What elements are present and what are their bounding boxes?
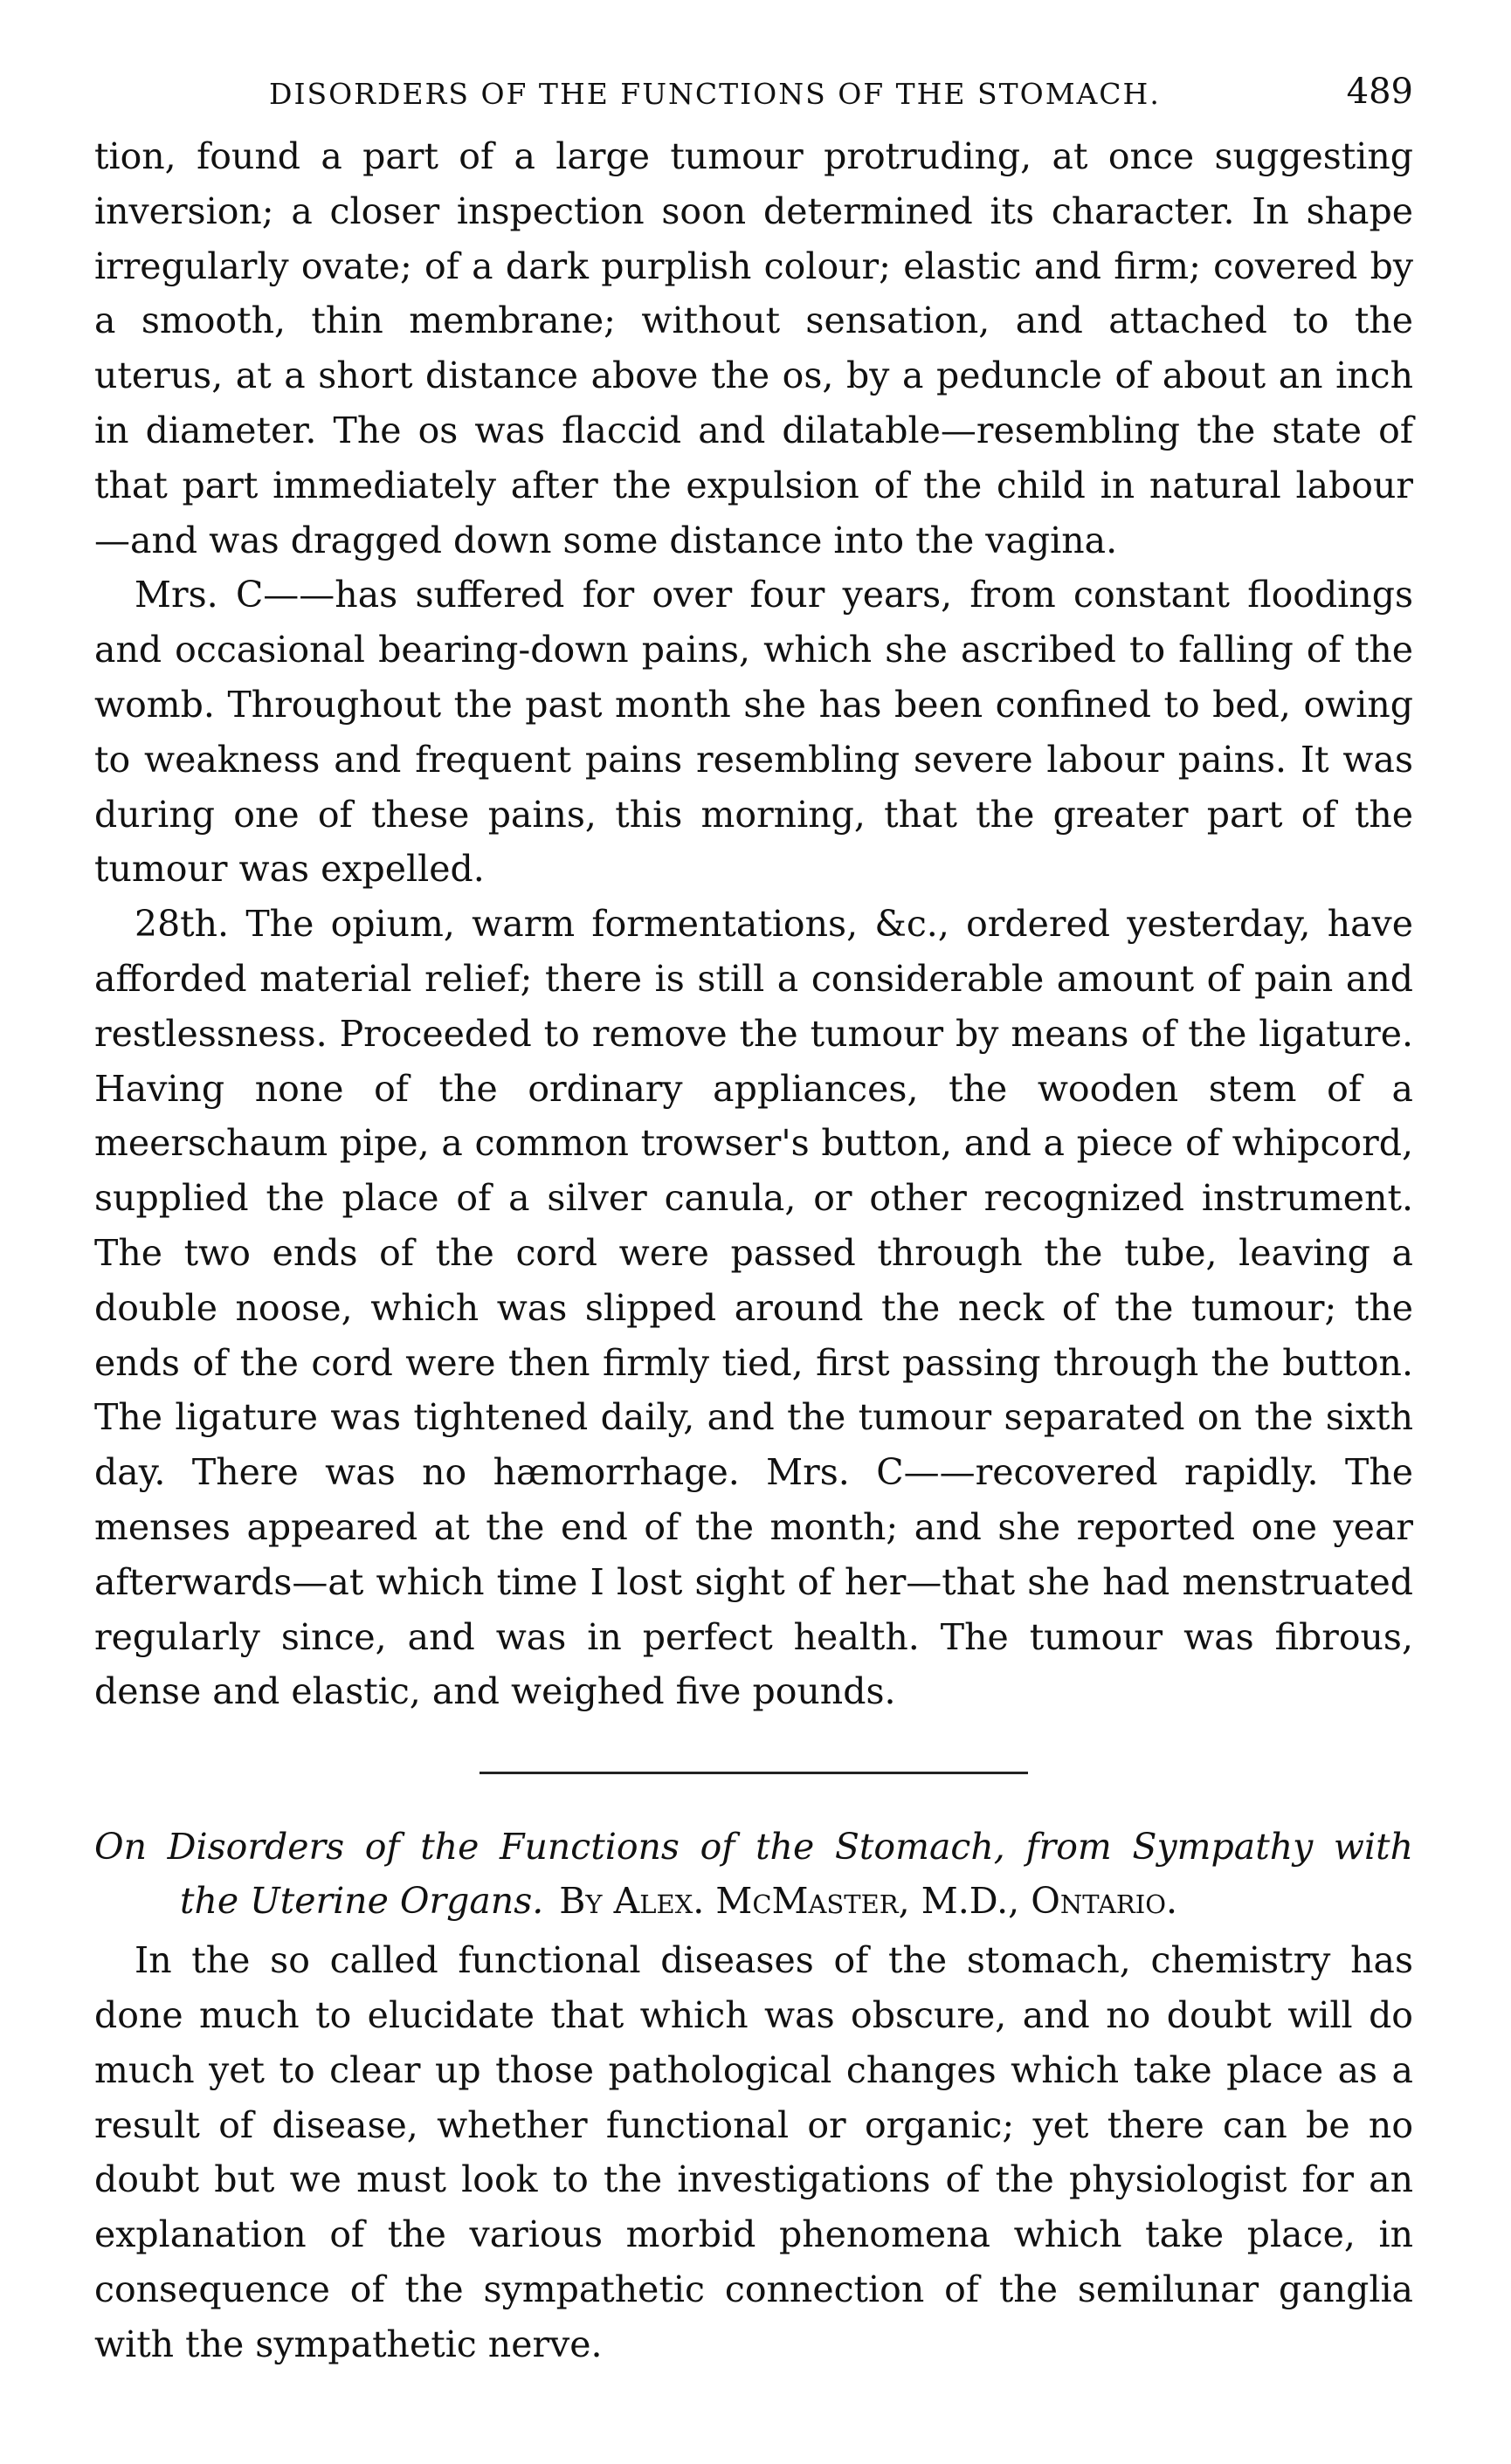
running-head — [94, 68, 1413, 129]
article-body — [94, 1933, 1413, 2371]
paragraph-continuation: tion, found a part of a large tumour protruding, at once suggesting inversion; a closer inspection soon determined its character. In shape irregularly ovate; of a dark purplish colour; elastic and firm; covered by a smooth, thin membrane; without sensation, and attached to the uterus, at a short distance above the os, by a peduncle of about an inch in diameter. The os was flaccid and dilatable—resembling the state of that part immediately after the expulsion of the child in natural labour—and was dragged down some distance into the vagina. — [94, 135, 1413, 561]
book-page — [94, 68, 1413, 2371]
article-title-line2-wrap — [94, 1874, 1413, 1928]
article-paragraph: In the so called functional diseases of the stomach, chemistry has done much to elucidate that which was obscure, and no doubt will do much yet to clear up those pathological changes which take place as a result of disease, whether functional or organic; yet there can be no doubt but we must look to the investigations of the physiologist for an explanation of the various morbid phenomena which take place, in consequence of the sympathetic connection of the semilunar ganglia with the sympathetic nerve. — [94, 1939, 1413, 2365]
page-number: 489 — [1346, 72, 1413, 112]
paragraph-treatment: 28th. The opium, warm formentations, &c., ordered yesterday, have afforded material relief; there is still a considerable amount of pain and restlessness. Proceeded to remove the tumour by means of the ligature. Having none of the ordinary appliances, the wooden stem of a meerschaum pipe, a common trowser's button, and a piece of whipcord, supplied the place of a silver canula, or other recognized instrument. The two ends of the cord were passed through the tube, leaving a double noose, which was slipped around the neck of the tumour; the ends of the cord were then firmly tied, first passing through the button. The ligature was tightened daily, and the tumour separated on the sixth day. There was no hæmorrhage. Mrs. C——recovered rapidly. The menses appeared at the end of the month; and she reported one year afterwards—at which time I lost sight of her—that she had menstruated regularly since, and was in perfect health. The tumour was fibrous, dense and elastic, and weighed five pounds. — [94, 903, 1413, 1713]
article-heading — [94, 1820, 1413, 1928]
article-byline: By Alex. McMaster, M.D., Ontario. — [559, 1880, 1178, 1923]
body-text — [94, 129, 1413, 1719]
article-title-line1: On Disorders of the Functions of the Stomach, from Sympathy with — [94, 1826, 1413, 1869]
section-divider — [480, 1772, 1028, 1774]
article-title-line2: the Uterine Organs. — [180, 1880, 544, 1923]
running-title: DISORDERS OF THE FUNCTIONS OF THE STOMACH. — [269, 77, 1161, 111]
paragraph-case-history: Mrs. C——has suffered for over four years, from constant floodings and occasional bearing-down pains, which she ascribed to falling of the womb. Throughout the past month she has been confined to bed, owing to weakness and frequent pains resembling severe labour pains. It was during one of these pains, this morning, that the greater part of the tumour was expelled. — [94, 574, 1413, 891]
